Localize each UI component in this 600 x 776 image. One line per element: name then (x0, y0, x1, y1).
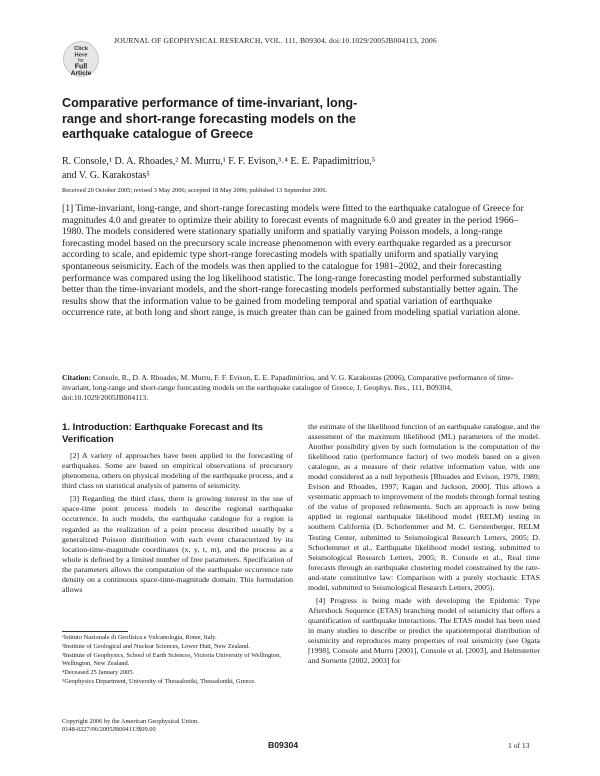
paragraph-3: [3] Regarding the third class, there is growing interest in the use of space-time point process models to describe regional earthquake occurrence. In such models, the earthquake catalogue for a region is regarded as the realization of a point process described usually by a generalized Poisson distribution with each event characterized by its location-time-magnitude coordinates (x, y, t, m), and the process as a whole is defined by a limited number of free parameters. Specification of the parameters allows the computation of the earthquake occurrence rate density on a continuous space-time-magnitude domain. This formulation allows (62, 494, 293, 594)
footnote-3: ³Institute of Geophysics, School of Earth Sciences, Victoria University of Wellington, Wellington, New Zealand. (62, 652, 281, 668)
footnote-4: ⁴Deceased 25 January 2005. (62, 669, 135, 677)
copyright-notice (62, 718, 293, 734)
badge-line-full: Full (74, 63, 88, 71)
footnote-1: ¹Istituto Nazionale di Geofisica e Vulcanologia, Rome, Italy. (62, 634, 217, 641)
footnote-2: ²Institute of Geological and Nuclear Sciences, Lower Hutt, New Zealand. (62, 643, 250, 651)
badge-line-click: Click (74, 46, 88, 52)
paragraph-3-continued: the estimate of the likelihood function of an earthquake catalogue, and the assessment of the maximum likelihood (ML) parameters of the model. Another possibility given by such formulation is the computation of the likelihood ratio (performance factor) of two models based on a given catalogue, as a measure of their relative information value, with one model considered as a null hypothesis [Rhoades and Evison, 1979, 1989; Evison and Rhoades, 1997; Kagan and Jackson, 2000]. This allows a systematic approach to improvement of the models through formal testing of the value of proposed refinements. Such an approach is now being applied in regional earthquake likelihood model (RELM) testing in southern California (D. Schorlemmer and M. C. Gerstenberger, RELM Testing Center, submitted to Seismological Research Letters, 2005; D. Schorlemmer et al., Earthquake likelihood model testing, submitted to Seismological Research Letters, 2005; R. Console et al., Real time forecasts through an earthquake clustering model constrained by the rate-and-state constitutive law: Comparison with a purely stochastic ETAS model, submitted to Seismological Research Letters, 2005). (308, 422, 540, 592)
badge-line-for: for (78, 58, 84, 64)
left-column (62, 422, 293, 598)
page-number: 1 of 13 (508, 741, 530, 750)
abstract: [1] Time-invariant, long-range, and short-range forecasting models were fitted to the earthquake catalogue of Greece for magnitudes 4.0 and greater to optimize their ability to forecast events of magnitude 6.0 and greater in the period 1966–1980. The models considered were stationary spatially uniform and spatially varying Poisson models, a long-range forecasting model based on the precursory scale increase phenomenon with every earthquake regarded as a precursor according to scale, and epidemic type short-range forecasting models with spatially uniform and spatially varying spontaneous seismicity. Each of the models was then applied to the catalogue for 1981–2002, and their forecasting performance was compared using the log likelihood statistic. The long-range forecasting model performed substantially better than the time-invariant models, and the short-range forecasting models performed substantially better again. The results show that the information value to be gained from modeling temporal and spatial variation of earthquake occurrence rate, at both long and short range, is much greater than can be gained from modeling spatial variation alone. (62, 203, 524, 319)
affiliation-footnotes (62, 634, 293, 688)
section-heading: 1. Introduction: Earthquake Forecast and Its Verification (62, 422, 263, 445)
journal-header: JOURNAL OF GEOPHYSICAL RESEARCH, VOL. 111, B09304, doi:10.1029/2005JB004113, 2006 (114, 36, 437, 45)
citation-text: Console, R., D. A. Rhoades, M. Murru, F. F. Evison, E. E. Papadimitriou, and V. G. Karakostas (2006), Comparative performance of time-invariant, long-range and short-range forecasting models on the earthquake catalogue of Greece, J. Geophys. Res., 111, B09304, doi:10.1029/2005JB004113. (62, 373, 514, 402)
citation-block (62, 373, 532, 403)
footnote-rule (62, 631, 128, 632)
footnote-5: ⁵Geophysics Department, University of Thessaloniki, Thessaloniki, Greece. (62, 678, 256, 686)
paragraph-4: [4] Progress is being made with developing the Epidemic Type Aftershock Sequence (ETAS) branching model of seismicity that offers a quantification of earthquake interactions. The ETAS model has been used in many studies to describe or predict the spatiotemporal distribution of seismicity and reproduces many properties of real seismicity (see Ogata [1998], Console and Murru [2001], Console et al. [2003], and Helmstetter and Sornette [2002, 2003] for (308, 595, 540, 666)
paragraph-2: [2] A variety of approaches have been applied to the forecasting of earthquakes. Some are based on empirical observations of precursory phenomena, others on physical modeling of the earthquake process, and a third class on statistical analysis of patterns of seismicity. (62, 451, 293, 491)
full-article-badge[interactable] (62, 40, 100, 78)
badge-line-article: Article (70, 70, 92, 77)
copyright-line: Copyright 2006 by the American Geophysical Union. (62, 718, 199, 725)
authors-line-2: and V. G. Karakostas⁵ (62, 169, 150, 181)
citation-label: Citation: (62, 373, 92, 382)
received-dates: Received 20 October 2005; revised 3 May 2006; accepted 18 May 2006; published 13 September 2006. (62, 187, 328, 194)
article-title: Comparative performance of time-invariant, long-range and short-range forecasting models on the earthquake catalogue of Greece (62, 96, 358, 142)
author-list (62, 155, 482, 182)
issn-line: 0148-0227/06/2005JB004113$09.00 (62, 726, 156, 734)
right-column (308, 422, 540, 669)
article-id: B09304 (268, 740, 299, 750)
badge-line-here: Here (74, 52, 88, 59)
authors-line-1: R. Console,¹ D. A. Rhoades,² M. Murru,¹ F. F. Evison,³˒⁴ E. E. Papadimitriou,⁵ (62, 156, 376, 167)
